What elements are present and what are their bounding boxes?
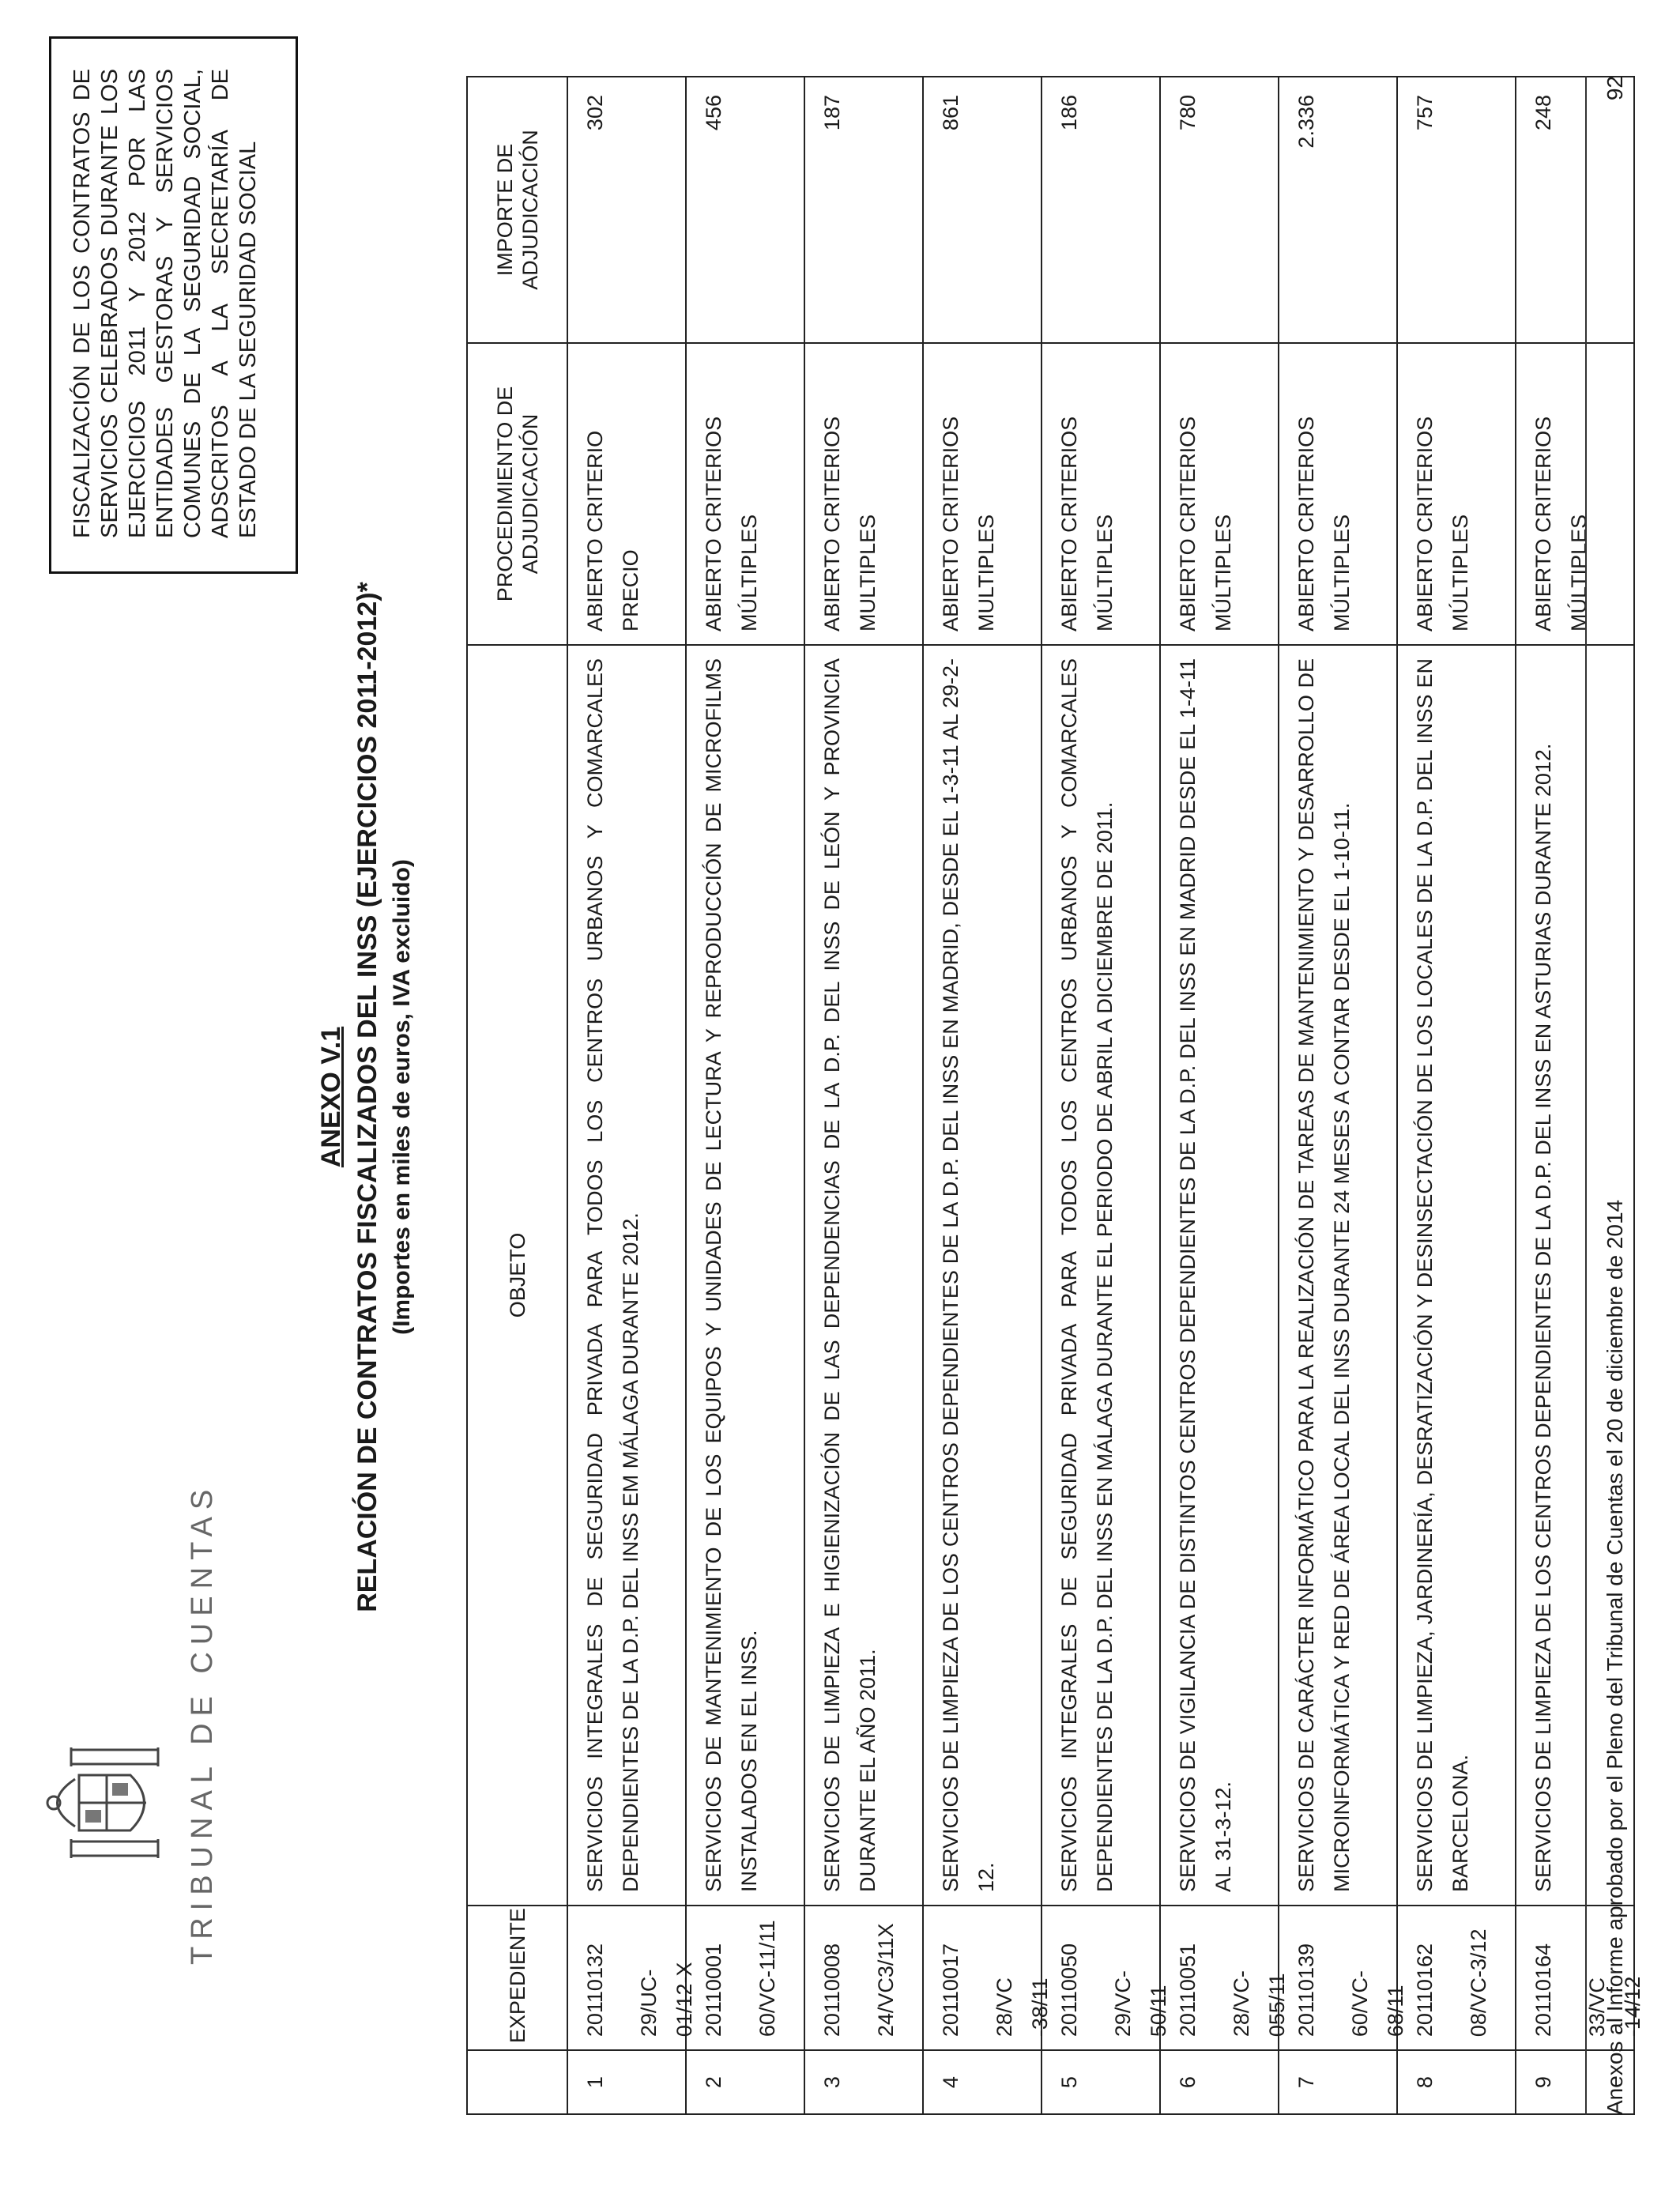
expediente-cell — [1042, 1906, 1170, 2050]
procedimiento-cell: ABIERTO CRITERIOS MÚLTIPLES — [1516, 343, 1634, 645]
expediente-cell — [804, 1906, 923, 2050]
expediente-reference: 24/VC3/11X — [874, 1923, 898, 2038]
expediente-code: 20110132 — [583, 1943, 607, 2038]
expediente-code: 20110162 — [1413, 1943, 1437, 2038]
row-number: 6 — [1160, 2050, 1279, 2114]
objeto-cell: SERVICIOS DE VIGILANCIA DE DISTINTOS CENTROS DEPENDIENTES DE LA D.P. DEL INSS EN MADRID DESDE EL 1-4-11 AL 31-3-12. — [1160, 645, 1279, 1906]
contracts-table — [466, 76, 1644, 2115]
header-importe: IMPORTE DE ADJUDICACIÓN — [467, 77, 567, 343]
expediente-cell — [567, 1906, 696, 2050]
institution-logo — [40, 1482, 245, 1965]
procedimiento-cell: ABIERTO CRITERIOS MÚLTIPLES — [1042, 343, 1160, 645]
table-row — [1279, 77, 1397, 2114]
expediente-cell — [1279, 1906, 1407, 2050]
procedimiento-cell: ABIERTO CRITERIOS MÚLTIPLES — [1397, 343, 1516, 645]
table-row — [1160, 77, 1279, 2114]
objeto-cell: SERVICIOS INTEGRALES DE SEGURIDAD PRIVADA PARA TODOS LOS CENTROS URBANOS Y COMARCALES DEPENDIENTES DE LA D.P. DEL INSS EM MÁLAGA DURANTE 2012. — [567, 645, 686, 1906]
procedimiento-cell: ABIERTO CRITERIOS MÚLTIPLES — [1160, 343, 1279, 645]
objeto-cell: SERVICIOS DE LIMPIEZA DE LOS CENTROS DEPENDIENTES DE LA D.P. DEL INSS EN MADRID, DESDE EL 1-3-11 AL 29-2-12. — [923, 645, 1042, 1906]
row-number: 8 — [1397, 2050, 1516, 2114]
expediente-reference: 08/VC-3/12 — [1467, 1928, 1490, 2038]
page-number: 92 — [1603, 76, 1627, 101]
institution-name: TRIBUNAL DE CUENTAS — [186, 1482, 219, 1965]
importe-cell: 248 — [1516, 77, 1634, 343]
expediente-reference: 28/VC -38/11 — [993, 1977, 1052, 2038]
procedimiento-cell: ABIERTO CRITERIOS MÚLTIPLES — [686, 343, 804, 645]
header-expediente: EXPEDIENTE — [467, 1906, 567, 2050]
objeto-cell: SERVICIOS DE LIMPIEZA, JARDINERÍA, DESRATIZACIÓN Y DESINSECTACIÓN DE LOS LOCALES DE LA D.P. DEL INSS EN BARCELONA. — [1397, 645, 1516, 1906]
expediente-reference: 29/UC-01/12-X — [637, 1962, 696, 2038]
report-header-box: FISCALIZACIÓN DE LOS CONTRATOS DE SERVICIOS CELEBRADOS DURANTE LOS EJERCICIOS 2011 Y 2012 POR LAS ENTIDADES GESTORAS Y SERVICIOS COMUNES DE LA SEGURIDAD SOCIAL, ADSCRITOS A LA SECRETARÍA DE ESTADO DE LA SEGURIDAD SOCIAL — [49, 36, 298, 574]
table-row — [567, 77, 686, 2114]
expediente-code: 20110001 — [702, 1943, 725, 2038]
procedimiento-cell: ABIERTO CRITERIOS MULTIPLES — [804, 343, 923, 645]
procedimiento-cell: ABIERTO CRITERIOS MULTIPLES — [923, 343, 1042, 645]
expediente-cell — [923, 1906, 1052, 2050]
table-row — [1397, 77, 1516, 2114]
table-row — [686, 77, 804, 2114]
expediente-code: 20110050 — [1057, 1943, 1081, 2038]
importe-cell: 780 — [1160, 77, 1279, 343]
procedimiento-cell: ABIERTO CRITERIOS MÚLTIPLES — [1279, 343, 1397, 645]
expediente-code: 20110139 — [1294, 1943, 1318, 2038]
importe-cell: 2.336 — [1279, 77, 1397, 343]
procedimiento-cell: ABIERTO CRITERIO PRECIO — [567, 343, 686, 645]
importe-cell: 187 — [804, 77, 923, 343]
expediente-reference: 33/VC -14/12 — [1585, 1976, 1644, 2038]
expediente-code: 20110008 — [820, 1943, 844, 2038]
importe-cell: 186 — [1042, 77, 1160, 343]
table-header-row — [467, 77, 567, 2114]
header-procedimiento: PROCEDIMIENTO DE ADJUDICACIÓN — [467, 343, 567, 645]
expediente-reference: 60/VC-68/11 — [1348, 1970, 1407, 2038]
expediente-cell — [1397, 1906, 1516, 2050]
objeto-cell: SERVICIOS DE LIMPIEZA DE LOS CENTROS DEPENDIENTES DE LA D.P. DEL INSS EN ASTURIAS DURANTE 2012. — [1516, 645, 1634, 1906]
coat-of-arms-icon — [40, 1744, 174, 1862]
header-objeto: OBJETO — [467, 645, 567, 1906]
footer-text: Anexos al Informe aprobado por el Pleno del Tribunal de Cuentas el 20 de diciembre de 2014 — [1603, 1199, 1627, 2115]
row-number: 7 — [1279, 2050, 1397, 2114]
expediente-reference: 28/VC-055/11 — [1230, 1970, 1289, 2038]
table-row — [1042, 77, 1160, 2114]
annex-title: ANEXO V.1 — [316, 1026, 346, 1168]
row-number: 3 — [804, 2050, 923, 2114]
table-row — [804, 77, 923, 2114]
expediente-reference: 29/VC-50/11 — [1111, 1970, 1170, 2038]
expediente-code: 20110164 — [1531, 1943, 1555, 2038]
importe-cell: 861 — [923, 77, 1042, 343]
relation-title: RELACIÓN DE CONTRATOS FISCALIZADOS DEL INSS (EJERCICIOS 2011-2012)* — [352, 582, 382, 1612]
row-number: 4 — [923, 2050, 1042, 2114]
amounts-subtitle: (Importes en miles de euros, IVA excluido) — [389, 859, 415, 1335]
expediente-code: 20110017 — [939, 1943, 962, 2038]
row-number: 2 — [686, 2050, 804, 2114]
objeto-cell: SERVICIOS DE LIMPIEZA E HIGIENIZACIÓN DE LAS DEPENDENCIAS DE LA D.P. DEL INSS DE LEÓN Y PROVINCIA DURANTE EL AÑO 2011. — [804, 645, 923, 1906]
objeto-cell: SERVICIOS DE MANTENIMIENTO DE LOS EQUIPOS Y UNIDADES DE LECTURA Y REPRODUCCIÓN DE MICROFILMS INSTALADOS EN EL INSS. — [686, 645, 804, 1906]
objeto-cell: SERVICIOS DE CARÁCTER INFORMÁTICO PARA LA REALIZACIÓN DE TAREAS DE MANTENIMIENTO Y DESARROLLO DE MICROINFORMÁTICA Y RED DE ÁREA LOCAL DEL INSS DURANTE 24 MESES A CONTAR DESDE EL 1-10-11. — [1279, 645, 1397, 1906]
header-number — [467, 2050, 567, 2114]
expediente-reference: 60/VC-11/11 — [755, 1920, 779, 2038]
row-number: 1 — [567, 2050, 686, 2114]
expediente-cell — [1160, 1906, 1289, 2050]
row-number: 9 — [1516, 2050, 1634, 2114]
table-row — [923, 77, 1042, 2114]
importe-cell: 302 — [567, 77, 686, 343]
expediente-code: 20110051 — [1176, 1943, 1200, 2038]
row-number: 5 — [1042, 2050, 1160, 2114]
expediente-cell — [686, 1906, 804, 2050]
footer-divider — [1585, 76, 1587, 2115]
importe-cell: 456 — [686, 77, 804, 343]
importe-cell: 757 — [1397, 77, 1516, 343]
objeto-cell: SERVICIOS INTEGRALES DE SEGURIDAD PRIVADA PARA TODOS LOS CENTROS URBANOS Y COMARCALES DEPENDIENTES DE LA D.P. DEL INSS EN MÁLAGA DURANTE EL PERIODO DE ABRIL A DICIEMBRE DE 2011. — [1042, 645, 1160, 1906]
